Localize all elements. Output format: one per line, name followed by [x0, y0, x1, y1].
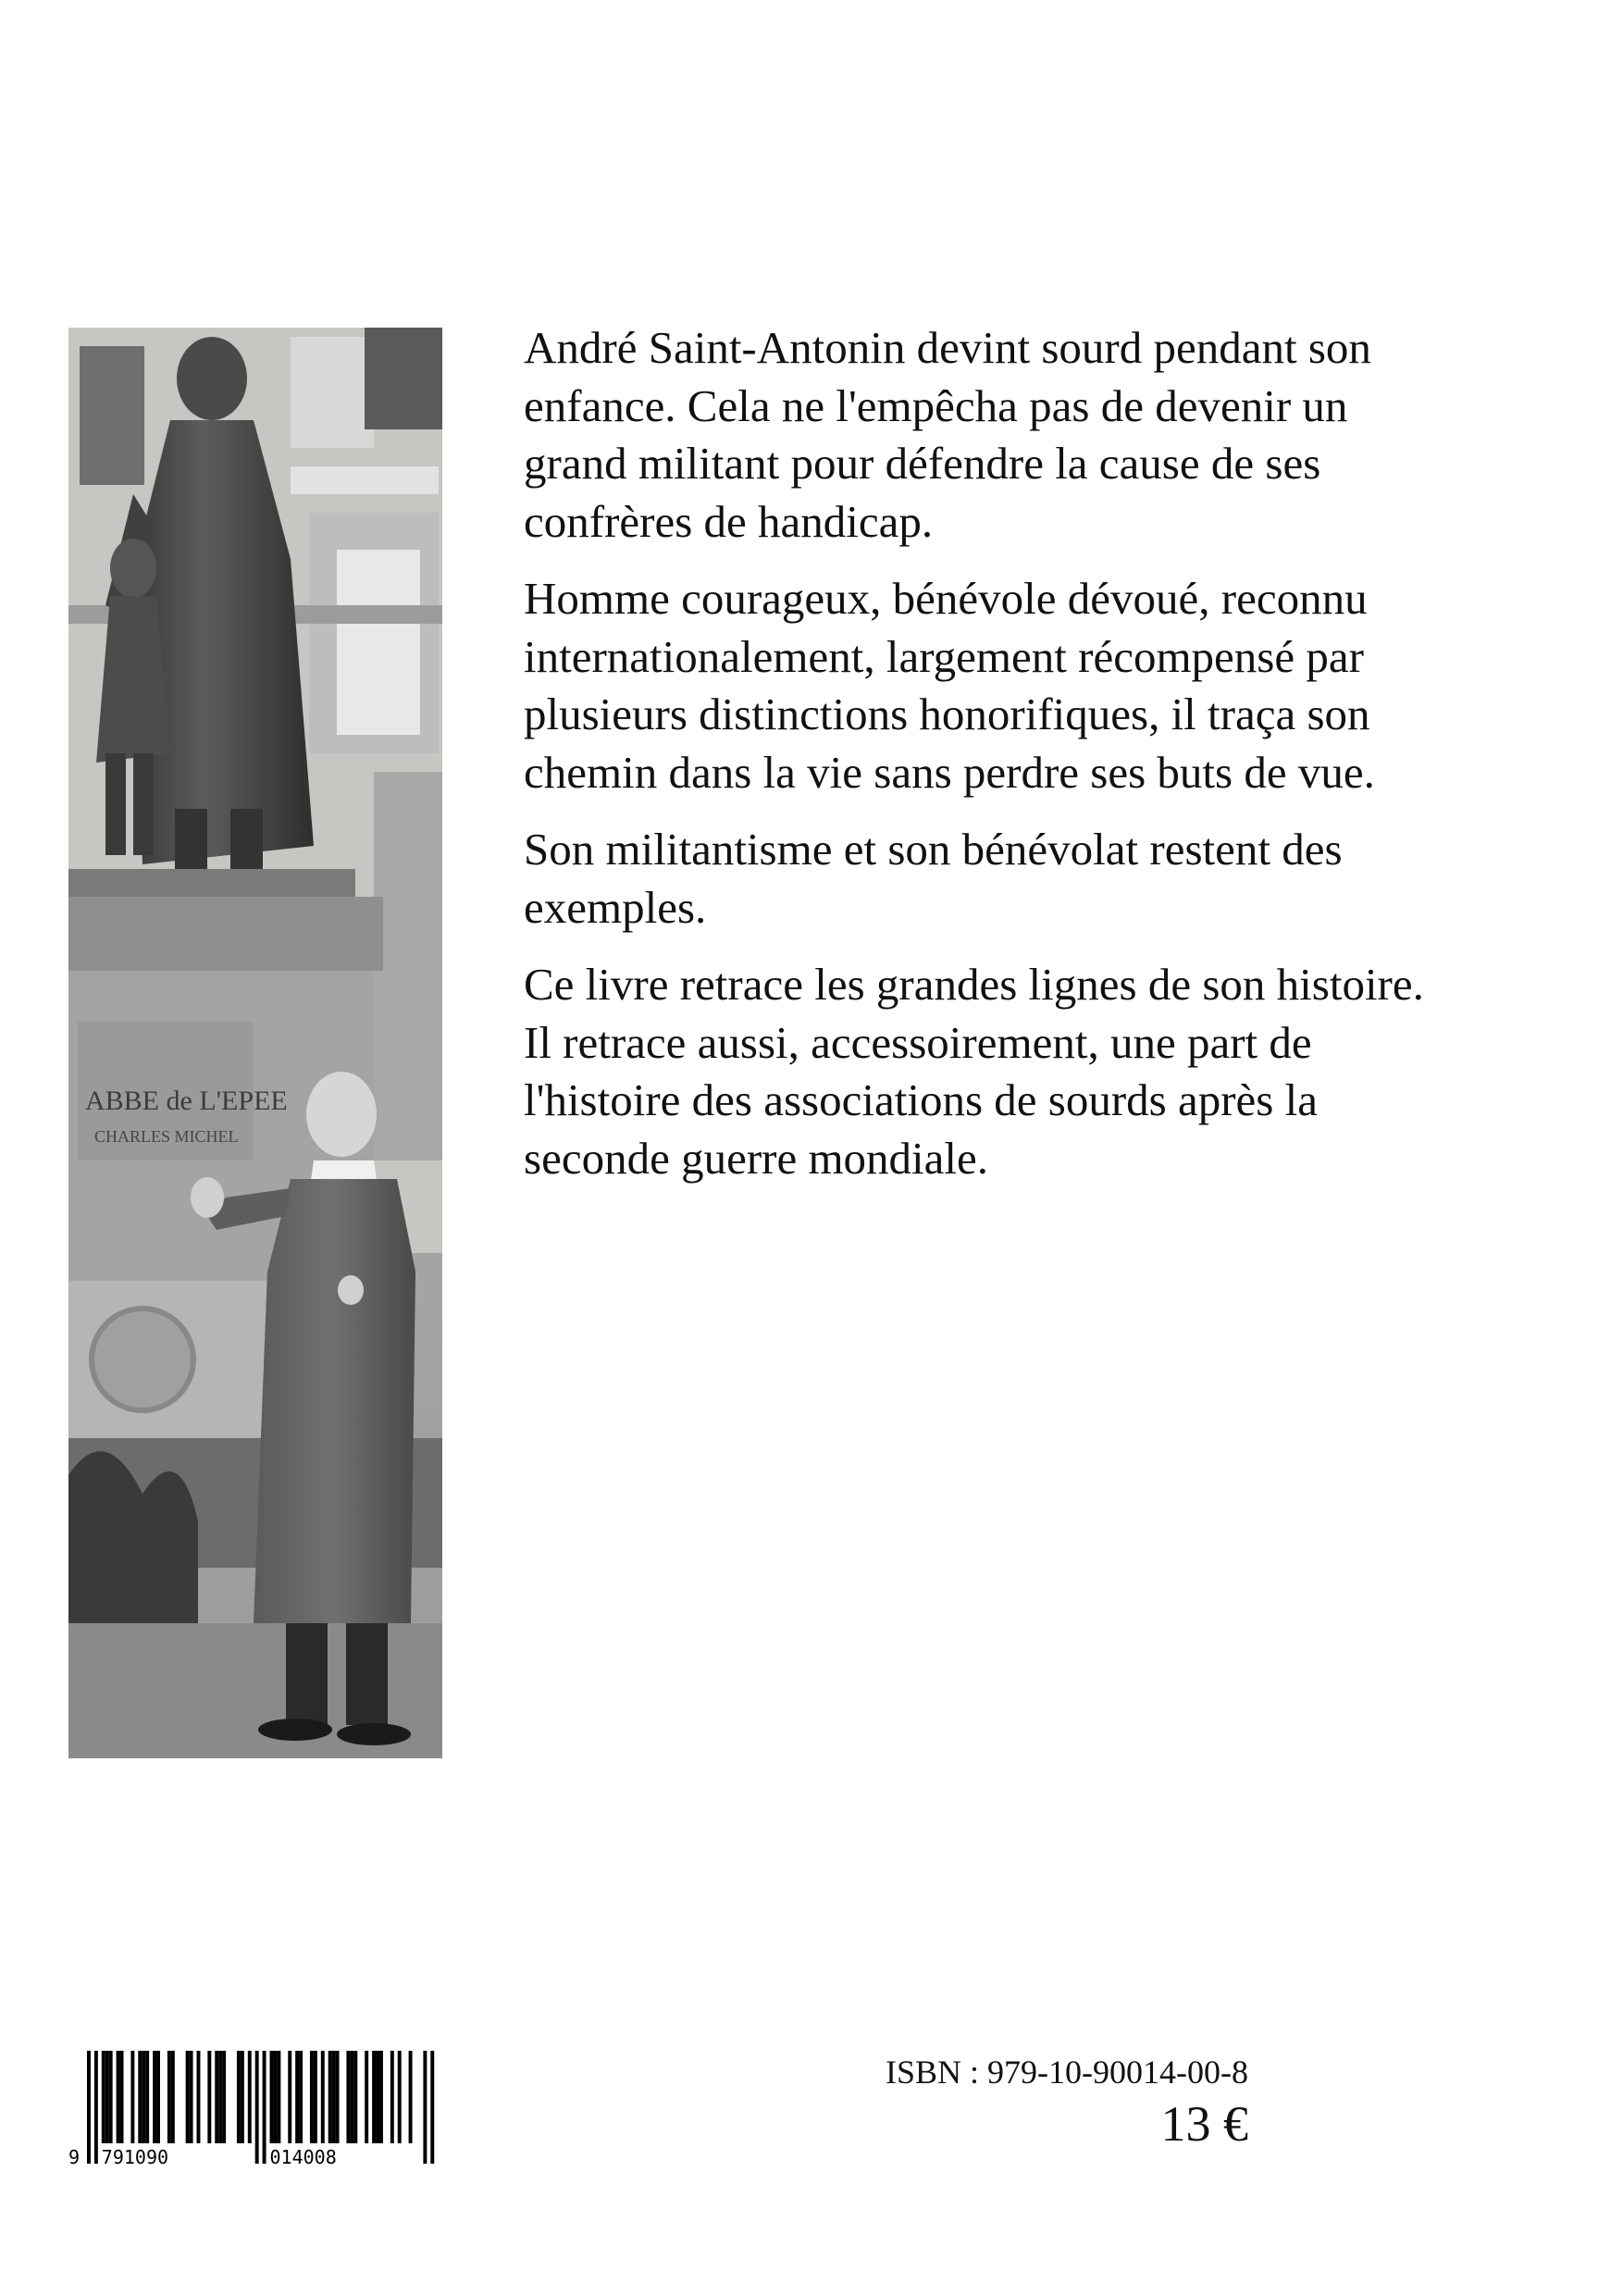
barcode-bar	[430, 2051, 434, 2164]
blurb-paragraph: André Saint-Antonin devint sourd pendant son enfance. Cela ne l'empêcha pas de devenir un grand militant pour défendre la cause de ses confrères de handicap.	[524, 322, 1371, 547]
barcode-bar	[273, 2051, 277, 2143]
barcode-bar	[379, 2051, 383, 2143]
barcode-bar	[310, 2051, 314, 2143]
barcode-bar	[336, 2051, 340, 2143]
barcode-icon	[67, 2047, 455, 2167]
barcode-bar	[117, 2051, 120, 2143]
barcode-bar	[390, 2051, 394, 2143]
barcode-bar	[263, 2051, 266, 2164]
barcode-bar	[332, 2051, 336, 2143]
barcode-bar	[277, 2051, 280, 2143]
pedestal-inscription-1: ABBE de L'EPEE	[85, 1086, 288, 1116]
barcode-bar	[299, 2051, 303, 2143]
isbn-barcode	[67, 2047, 455, 2167]
barcode-bar	[87, 2051, 91, 2164]
barcode-bar	[156, 2051, 160, 2143]
barcode-bar	[102, 2051, 105, 2143]
barcode-bar	[142, 2051, 145, 2143]
barcode-bar	[120, 2051, 124, 2143]
barcode-bar	[409, 2051, 413, 2143]
isbn-text: ISBN : 979-10-90014-00-8	[886, 2054, 1248, 2091]
barcode-bar	[167, 2051, 171, 2143]
barcode-bar	[138, 2051, 142, 2143]
barcode-bar	[105, 2051, 109, 2143]
cover-photo	[68, 328, 442, 1758]
barcode-bar	[145, 2051, 149, 2143]
pedestal-inscription-2: CHARLES MICHEL	[94, 1127, 239, 1146]
statue-photo-image	[68, 328, 442, 1758]
barcode-bar	[346, 2051, 350, 2143]
barcode-bar	[109, 2051, 113, 2143]
barcode-bar	[321, 2051, 325, 2143]
barcode-bar	[153, 2051, 156, 2143]
barcode-bar	[365, 2051, 368, 2143]
back-cover-blurb	[524, 319, 1458, 1207]
barcode-bar	[190, 2051, 193, 2143]
barcode-bar	[197, 2051, 201, 2143]
blurb-paragraph: Son militantisme et son bénévolat restent des exemples.	[524, 824, 1343, 933]
barcode-bar	[372, 2051, 376, 2143]
barcode-bar	[222, 2051, 226, 2143]
barcode-bar	[288, 2051, 291, 2143]
blurb-paragraph: Homme courageux, bénévole dévoué, reconnu internationalement, largement récompensé par plusieurs distinctions honorifiques, il traça son chemin dans la vie sans perdre ses buts de vue.	[524, 573, 1375, 798]
barcode-digit-group: 791090	[101, 2146, 169, 2167]
barcode-bar	[171, 2051, 175, 2143]
barcode-bar	[353, 2051, 357, 2143]
blurb-paragraph: Ce livre retrace les grandes lignes de son histoire. Il retrace aussi, accessoirement, une part de l'histoire des associations de sourds après la seconde guerre mondiale.	[524, 959, 1424, 1184]
barcode-bar	[218, 2051, 222, 2143]
barcode-bar	[215, 2051, 218, 2143]
barcode-bar	[350, 2051, 353, 2143]
barcode-digit-group: 9	[68, 2146, 81, 2167]
barcode-bar	[130, 2051, 134, 2143]
barcode-bar	[94, 2051, 98, 2164]
barcode-bar	[398, 2051, 402, 2143]
barcode-bar	[295, 2051, 299, 2143]
barcode-bar	[207, 2051, 211, 2143]
barcode-bar	[186, 2051, 190, 2143]
barcode-bar	[237, 2051, 241, 2143]
barcode-bar	[314, 2051, 317, 2143]
barcode-bar	[270, 2051, 274, 2143]
barcode-bar	[241, 2051, 244, 2143]
barcode-bar	[328, 2051, 332, 2143]
barcode-digit-group: 014008	[269, 2146, 337, 2167]
barcode-bar	[248, 2051, 252, 2143]
barcode-bar	[255, 2051, 259, 2164]
barcode-bar	[376, 2051, 379, 2143]
price-text: 13 €	[1160, 2096, 1248, 2152]
barcode-bar	[423, 2051, 427, 2164]
